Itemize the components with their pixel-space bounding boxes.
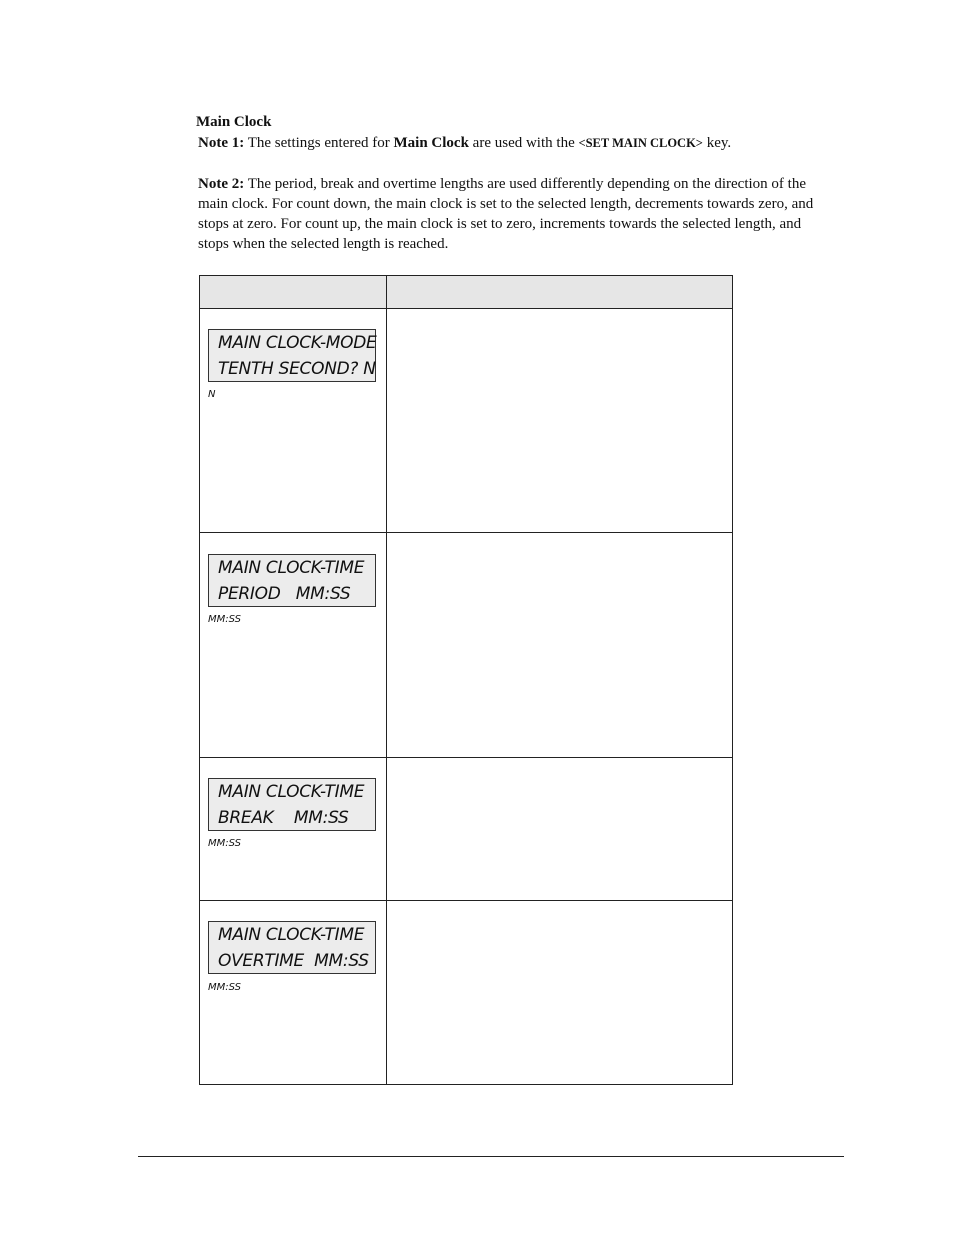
lcd-line-2: OVERTIME MM:SS [218,951,369,971]
lcd-display-overtime [208,921,376,974]
lcd-line-1: MAIN CLOCK-TIME [218,925,365,945]
table-header [200,276,732,309]
row-divider [200,757,732,758]
lcd-display-break [208,778,376,831]
default-value: MM:SS [208,838,241,849]
section-title: Main Clock [196,114,272,130]
lcd-line-1: MAIN CLOCK-MODE [218,333,377,353]
footer-rule [138,1156,844,1157]
lcd-line-2: BREAK MM:SS [218,808,349,828]
main-clock-term: Main Clock [393,135,469,151]
settings-table [199,275,733,1085]
note-1 [198,133,818,153]
note-1-text-b: are used with the [468,135,579,151]
lcd-line-1: MAIN CLOCK-TIME [218,782,365,802]
default-value: N [208,389,216,400]
set-main-clock-key: <SET MAIN CLOCK> [578,136,703,150]
row-divider [200,532,732,533]
note-2-text: The period, break and overtime lengths are used differently depending on the direction of the main clock. For count down, the main clock is set to the selected length, decrements towards zero, and stops at zero. For count up, the main clock is set to zero, increments towards the selected length, and stops when the selected length is reached. [198,176,814,252]
lcd-line-2: TENTH SECOND? N [218,359,376,379]
lcd-display-tenth-second [208,329,376,382]
lcd-line-2: PERIOD MM:SS [218,584,351,604]
note-1-text-a: The settings entered for [244,135,394,151]
column-divider [386,276,387,1084]
note-2-label: Note 2: [198,176,245,192]
lcd-display-period [208,554,376,607]
lcd-line-1: MAIN CLOCK-TIME [218,558,365,578]
note-1-label: Note 1: [198,135,245,151]
note-1-text-c: key. [702,135,732,151]
row-divider [200,900,732,901]
default-value: MM:SS [208,982,241,993]
default-value: MM:SS [208,614,241,625]
note-2 [198,174,818,254]
